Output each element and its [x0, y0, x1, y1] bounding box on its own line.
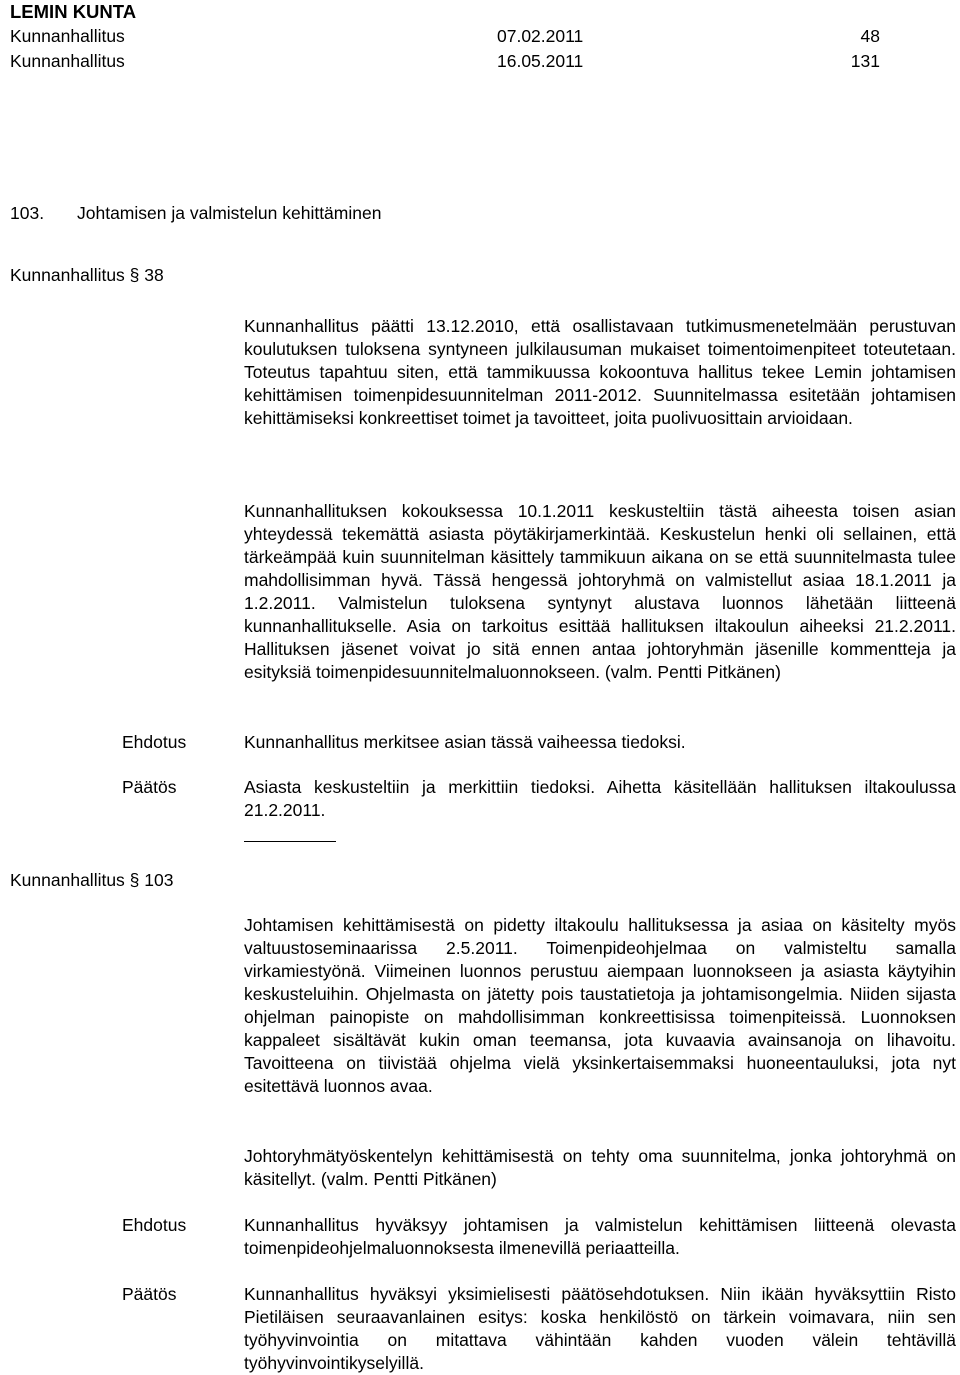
- decision-text: Kunnanhallitus hyväksyi yksimielisesti päätösehdotuksen. Niin ikään hyväksyttiin Risto Pietiläisen seuraavanlainen esitys: koska henkilöstö on tärkein voimavara, niin sen työhyvinvointia on mitattava vähintään kahden vuoden välein tehtävillä työhyvinvointikyselyillä.: [244, 1284, 956, 1373]
- proposal-text: Kunnanhallitus merkitsee asian tässä vaiheessa tiedoksi.: [244, 732, 686, 752]
- body-paragraph: Kunnanhallituksen kokouksessa 10.1.2011 keskusteltiin tästä aiheesta toisen asian yhteydessä tekemättä asiasta pöytäkirjamerkintää. Keskustelun henki oli sellainen, että tärkeämpää kuin suunnitelman käsittely tammikuun aikana on se että suunnitelmasta tulee mahdollisimman hyvä. Tässä hengessä johtoryhmä on valmistellut asiaa 18.1.2011 ja 1.2.2011. Valmistelun tuloksena syntynyt alustava luonnos lähetään liitteenä kunnanhallitukselle. Asia on tarkoitus esittää hallituksen iltakoulun aiheeksi 21.2.2011. Hallituksen jäsenet voivat jo sitä ennen antaa johtoryhmän jäsenille kommentteja ja esityksiä toimenpidesuunnitelmaluonnokseen. (valm. Pentti Pitkänen): [244, 501, 956, 682]
- header-page-number: 131: [850, 51, 880, 71]
- section-number: 103.: [10, 203, 45, 223]
- organization-name: LEMIN KUNTA: [10, 1, 137, 22]
- body-paragraph: Johtoryhmätyöskentelyn kehittämisestä on tehty oma suunnitelma, jonka johtoryhmä on käsitellyt. (valm. Pentti Pitkänen): [244, 1146, 956, 1189]
- header-page-number: 48: [860, 26, 880, 46]
- proposal-label: Ehdotus: [122, 732, 187, 752]
- body-paragraph: Kunnanhallitus päätti 13.12.2010, että osallistavaan tutkimusmenetelmään perustuvan koulutuksen tuloksena syntyneen julkilausuman mukaiset toimentoimenpiteet toteutetaan. Toteutus tapahtuu siten, että tammikuussa kokoontuva hallitus tekee Lemin johtamisen kehittämisen toimenpidesuunnitelman 2011-2012. Suunnitelmassa esitetään johtamisen kehittämiseksi konkreettiset toimet ja tavoitteet, joita puolivuosittain arvioidaan.: [244, 316, 956, 428]
- meeting-reference: Kunnanhallitus § 38: [10, 265, 164, 285]
- header-body: Kunnanhallitus: [10, 51, 125, 71]
- section-heading: [10, 202, 381, 225]
- decision-label: Päätös: [122, 1284, 177, 1304]
- proposal-text: Kunnanhallitus hyväksyy johtamisen ja valmistelun kehittämisen liitteenä olevasta toimenpideohjelmaluonnoksesta ilmenevillä periaatteilla.: [244, 1215, 956, 1258]
- body-paragraph: Johtamisen kehittämisestä on pidetty iltakoulu hallituksessa ja asiaa on käsitelty myös valtuustoseminaarissa 2.5.2011. Toimenpideohjelmaa on valmisteltu samalla virkamiestyönä. Viimeinen luonnos perustuu aiempaan luonnokseen ja asiasta käytyihin keskusteluihin. Ohjelmasta on jätetty pois taustatietoja ja johtamisongelmia. Niiden sijasta ohjelman painopiste on mahdollisimman konkreettisissa toimenpiteissä. Luonnoksen kappaleet sisältävät kukin oman teemansa, jota kuvaavia avainsanoja on lihavoitu. Tavoitteena on tiivistää ohjelma vielä yksinkertaisemmaksi huoneentauluksi, jota nyt esitettävä luonnos avaa.: [244, 915, 956, 1096]
- header-body: Kunnanhallitus: [10, 26, 125, 46]
- separator-line: [244, 841, 336, 842]
- header-date: 07.02.2011: [497, 26, 584, 46]
- decision-text: Asiasta keskusteltiin ja merkittiin tiedoksi. Aihetta käsitellään hallituksen iltakoulussa 21.2.2011.: [244, 777, 956, 820]
- section-title: Johtamisen ja valmistelun kehittäminen: [77, 203, 382, 223]
- proposal-label: Ehdotus: [122, 1215, 187, 1235]
- decision-label: Päätös: [122, 777, 177, 797]
- header-date: 16.05.2011: [497, 51, 584, 71]
- meeting-reference: Kunnanhallitus § 103: [10, 870, 174, 890]
